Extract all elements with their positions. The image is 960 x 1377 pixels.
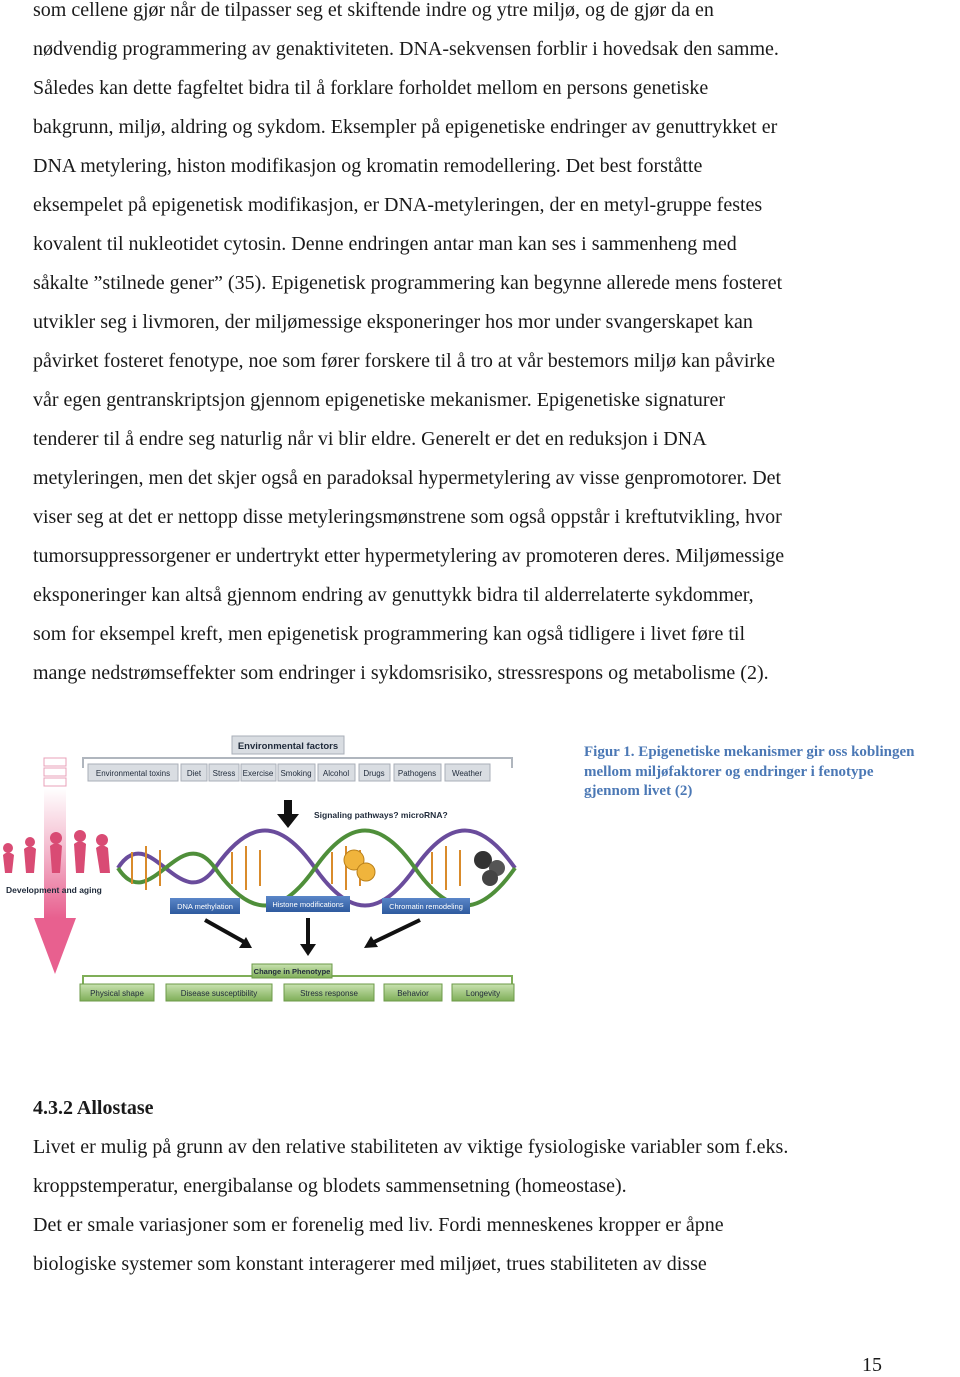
mechanism-label: DNA methylation: [177, 902, 233, 911]
text-line: kroppstemperatur, energibalanse og blodets sammensetning (homeostase).: [33, 1175, 627, 1197]
phenotype-title: Change in Phenotype: [253, 967, 331, 976]
text-line: eksponeringer kan altså gjennom endring av genuttykk bidra til alderrelaterte sykdommer,: [33, 584, 754, 606]
factor-label: Environmental toxins: [95, 769, 171, 778]
caption-line: Figur 1. Epigenetiske mekanismer gir oss koblingen: [584, 744, 915, 760]
text-line: som for eksempel kreft, men epigenetisk programmering kan også tidligere i livet føre til: [33, 623, 746, 645]
outcome-label: Stress response: [300, 989, 358, 998]
section-heading: 4.3.2 Allostase: [33, 1097, 154, 1119]
figure-caption: [584, 743, 960, 802]
factor-label: Pathogens: [397, 769, 437, 778]
body-paragraph-1: [33, 0, 933, 700]
text-line: nødvendig programmering av genaktiviteten. DNA-sekvensen forblir i hovedsak den samme.: [33, 38, 779, 60]
outcome-label: Disease susceptibility: [180, 989, 258, 998]
text-line: såkalte ”stilnede gener” (35). Epigenetisk programmering kan begynne allerede mens fosteret: [33, 272, 783, 294]
caption-line: gjennom livet (2): [584, 783, 693, 799]
convergence-arrows-icon: [205, 918, 420, 956]
factor-label: Smoking: [280, 769, 312, 778]
signaling-label: Signaling pathways? microRNA?: [314, 810, 448, 820]
text-line: Det er smale variasjoner som er forenelig med liv. Fordi menneskenes kropper er åpne: [33, 1214, 724, 1236]
factor-label: Exercise: [242, 769, 274, 778]
text-line: som cellene gjør når de tilpasser seg et skiftende indre og ytre miljø, og de gjør da en: [33, 0, 714, 21]
text-line: biologiske systemer som konstant interagerer med miljøet, trues stabiliteten av disse: [33, 1253, 707, 1275]
factor-boxes: [88, 764, 490, 781]
text-line: bakgrunn, miljø, aldring og sykdom. Eksempler på epigenetiske endringer av genuttrykket er: [33, 116, 778, 138]
outcome-label: Longevity: [465, 989, 501, 998]
mechanism-label: Chromatin remodeling: [389, 902, 463, 911]
factor-label: Weather: [451, 769, 483, 778]
text-line: Livet er mulig på grunn av den relative stabiliteten av viktige fysiologiske variabler som f.eks.: [33, 1136, 789, 1158]
down-arrow-icon: [277, 800, 299, 828]
text-line: utvikler seg i livmoren, der miljømessige eksponeringer hos mor under svangerskapet kan: [33, 311, 753, 333]
text-line: metyleringen, men det skjer også en paradoksal hypermetylering av visse genpromotorer. Det: [33, 467, 782, 489]
outcome-label: Physical shape: [90, 989, 144, 998]
factor-label: Drugs: [363, 769, 385, 778]
factor-label: Stress: [212, 769, 236, 778]
outcome-boxes: [80, 984, 514, 1001]
factor-label: Alcohol: [322, 769, 350, 778]
body-paragraph-2: [33, 1135, 933, 1291]
text-line: DNA metylering, histon modifikasjon og kromatin remodellering. Det best forståtte: [33, 155, 703, 177]
dna-helix-icon: [118, 831, 515, 906]
text-line: viser seg at det er nettopp disse metyleringsmønstrene som også oppstår i kreftutvikling, hvor: [33, 506, 782, 528]
text-line: tenderer til å endre seg naturlig når vi blir eldre. Generelt er det en reduksjon i DNA: [33, 428, 707, 450]
development-label: Development and aging: [6, 885, 102, 895]
text-line: Således kan dette fagfeltet bidra til å forklare forholdet mellom en persons genetiske: [33, 77, 709, 99]
text-line: vår egen gentranskriptsjon gjennom epigenetiske mekanismer. Epigenetiske signaturer: [33, 389, 726, 411]
text-line: mange nedstrømseffekter som endringer i sykdomsrisiko, stressrespons og metabolisme (2).: [33, 662, 769, 684]
outcome-label: Behavior: [397, 989, 429, 998]
factor-label: Diet: [186, 769, 202, 778]
epigenetics-figure: [0, 728, 580, 1018]
text-line: kovalent til nukleotidet cytosin. Denne endringen antar man kan ses i sammenheng med: [33, 233, 737, 255]
text-line: påvirket fosteret fenotype, noe som fører forskere til å tro at vår bestemors miljø kan påvirke: [33, 350, 775, 372]
mechanism-label: Histone modifications: [272, 900, 344, 909]
text-line: tumorsuppressorgener er undertrykt etter hypermetylering av promoteren deres. Miljømessige: [33, 545, 785, 567]
text-line: eksempelet på epigenetisk modifikasjon, er DNA-metyleringen, der en metyl-gruppe festes: [33, 194, 763, 216]
aging-people-icon: [3, 830, 110, 873]
environmental-title: Environmental factors: [237, 741, 339, 752]
caption-line: mellom miljøfaktorer og endringer i fenotype: [584, 763, 874, 780]
page-number: 15: [862, 1354, 882, 1376]
